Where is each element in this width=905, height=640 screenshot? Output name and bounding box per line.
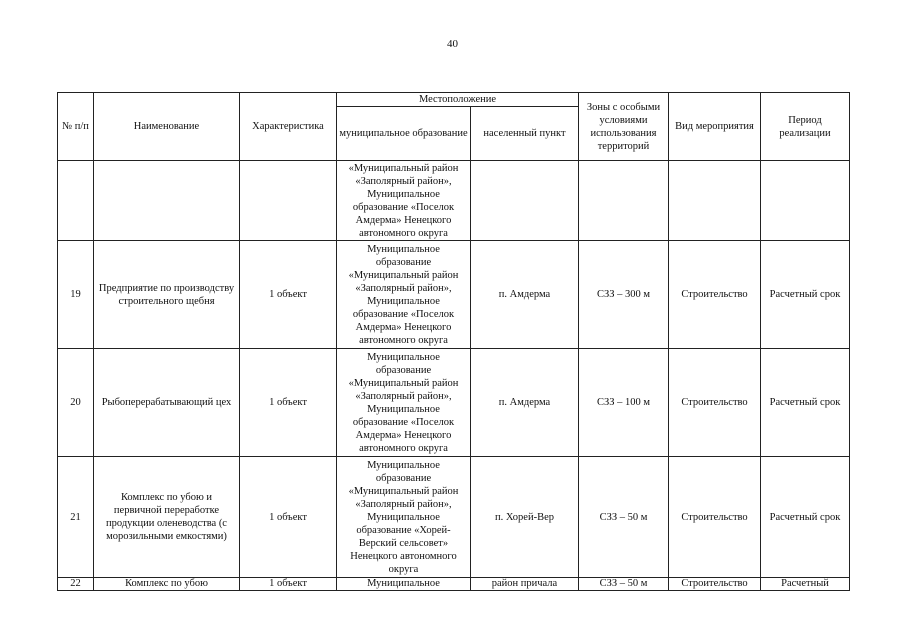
- header-row-top: [58, 93, 850, 107]
- cell-municipality: Муниципальное образование «Муниципальный район «Заполярный район», Муниципальное образование «Поселок Амдерма» Ненецкого автономного округа: [337, 241, 471, 349]
- cell-name: Комплекс по убою и первичной переработке продукции оленеводства (с морозильными емкостями): [94, 457, 240, 578]
- cell-zones: СЗЗ – 300 м: [579, 241, 669, 349]
- table-row: [58, 457, 850, 578]
- cell-zones: [579, 161, 669, 241]
- cell-num: 20: [58, 349, 94, 457]
- cell-num: 21: [58, 457, 94, 578]
- cell-period: Расчетный срок: [761, 349, 850, 457]
- header-name: Наименование: [94, 93, 240, 161]
- cell-name: Комплекс по убою: [94, 578, 240, 591]
- cell-zones: СЗЗ – 50 м: [579, 457, 669, 578]
- cell-characteristic: 1 объект: [240, 349, 337, 457]
- table-row: [58, 578, 850, 591]
- header-settlement: населенный пункт: [471, 107, 579, 161]
- cell-num: 19: [58, 241, 94, 349]
- page-number: 40: [447, 38, 458, 50]
- header-municipality: муниципальное образование: [337, 107, 471, 161]
- table-row: [58, 349, 850, 457]
- cell-municipality: Муниципальное образование «Муниципальный район «Заполярный район», Муниципальное образование «Поселок Амдерма» Ненецкого автономного округа: [337, 349, 471, 457]
- header-characteristic: Характеристика: [240, 93, 337, 161]
- cell-settlement: п. Амдерма: [471, 241, 579, 349]
- cell-settlement: [471, 161, 579, 241]
- cell-type: Строительство: [669, 457, 761, 578]
- cell-period: Расчетный: [761, 578, 850, 591]
- cell-name: Предприятие по производству строительного щебня: [94, 241, 240, 349]
- cell-settlement: п. Хорей-Вер: [471, 457, 579, 578]
- cell-period: [761, 161, 850, 241]
- cell-type: Строительство: [669, 349, 761, 457]
- cell-type: Строительство: [669, 241, 761, 349]
- cell-type: [669, 161, 761, 241]
- cell-period: Расчетный срок: [761, 457, 850, 578]
- cell-num: 22: [58, 578, 94, 591]
- cell-num: [58, 161, 94, 241]
- cell-municipality: Муниципальное: [337, 578, 471, 591]
- table-row: [58, 241, 850, 349]
- cell-settlement: район причала: [471, 578, 579, 591]
- cell-type: Строительство: [669, 578, 761, 591]
- cell-name: [94, 161, 240, 241]
- table-row: [58, 161, 850, 241]
- cell-characteristic: 1 объект: [240, 578, 337, 591]
- cell-characteristic: [240, 161, 337, 241]
- facilities-table: [57, 92, 850, 591]
- cell-zones: СЗЗ – 50 м: [579, 578, 669, 591]
- cell-municipality: Муниципальное образование «Муниципальный район «Заполярный район», Муниципальное образование «Хорей-Верский сельсовет» Ненецкого автономного округа: [337, 457, 471, 578]
- cell-name: Рыбоперерабатывающий цех: [94, 349, 240, 457]
- cell-characteristic: 1 объект: [240, 457, 337, 578]
- header-period: Период реализации: [761, 93, 850, 161]
- header-num: № п/п: [58, 93, 94, 161]
- cell-settlement: п. Амдерма: [471, 349, 579, 457]
- cell-municipality: «Муниципальный район «Заполярный район», Муниципальное образование «Поселок Амдерма» Ненецкого автономного округа: [337, 161, 471, 241]
- header-location: Местоположение: [337, 93, 579, 107]
- header-type: Вид мероприятия: [669, 93, 761, 161]
- header-zones: Зоны с особыми условиями использования территорий: [579, 93, 669, 161]
- cell-zones: СЗЗ – 100 м: [579, 349, 669, 457]
- cell-period: Расчетный срок: [761, 241, 850, 349]
- cell-characteristic: 1 объект: [240, 241, 337, 349]
